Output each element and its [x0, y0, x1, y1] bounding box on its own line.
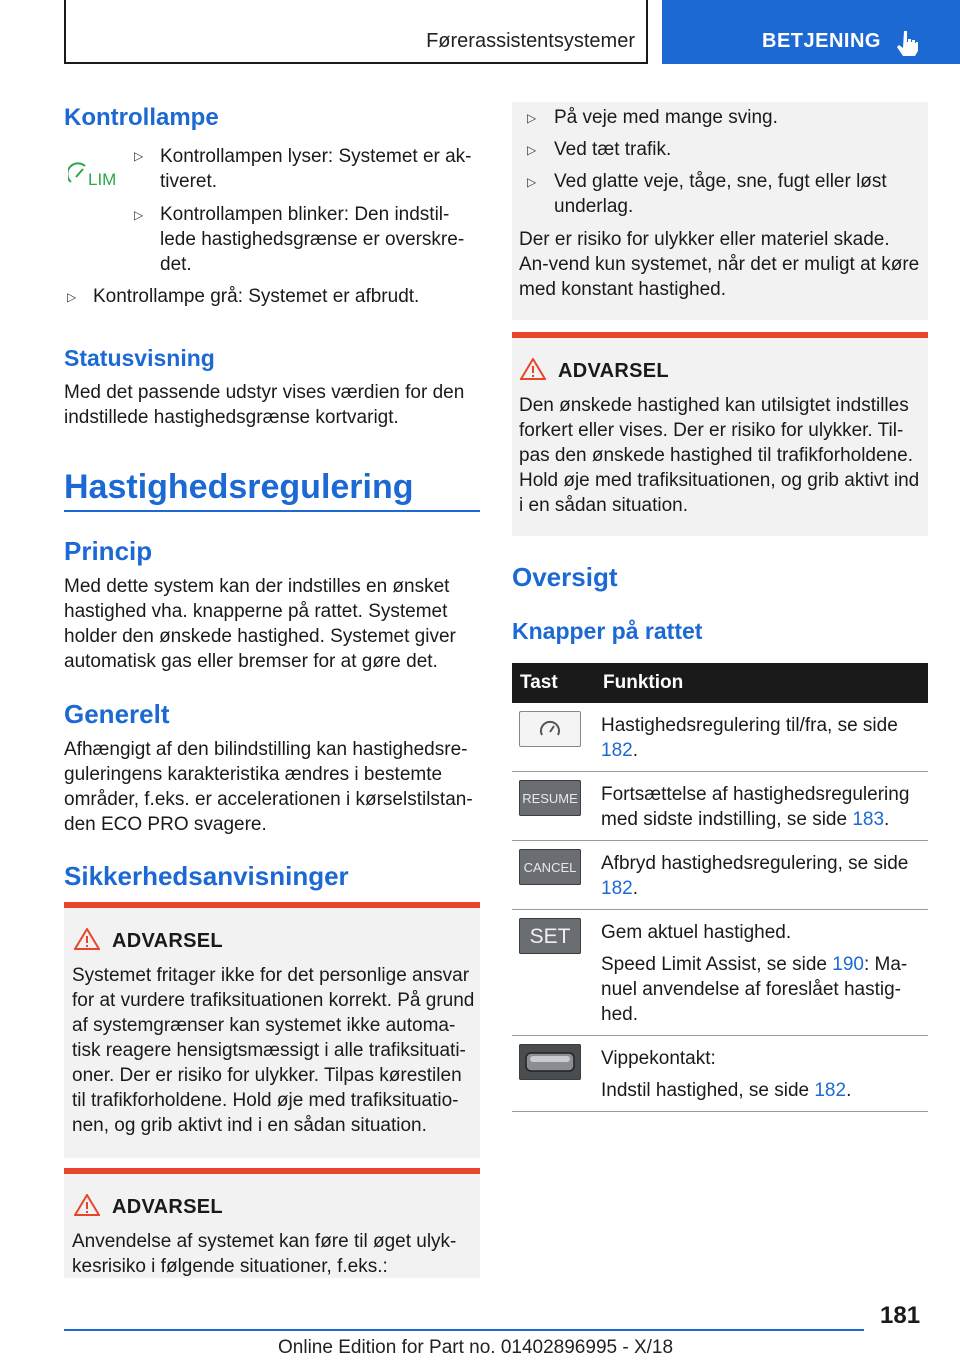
- bullet-text: Kontrollampen lyser: Systemet er ak-tiveret.: [160, 146, 472, 192]
- page-link[interactable]: 182: [814, 1080, 847, 1101]
- bullet-text: Kontrollampen blinker: Den indstil-lede hastighedsgrænse er overskre-det.: [160, 204, 465, 275]
- warning-title: ADVARSEL: [112, 1196, 223, 1218]
- cancel-key: CANCEL: [519, 849, 581, 885]
- table-cell-key: [512, 841, 595, 910]
- bullet-text: Ved tæt trafik.: [554, 139, 672, 160]
- table-cell-function: [595, 841, 928, 910]
- table-row: [512, 910, 928, 1036]
- function-subtext: [601, 1078, 928, 1103]
- table-row: [512, 772, 928, 841]
- warning-text: Den ønskede hastighed kan utilsigtet indstilles forkert eller vises. Der er risiko for ulykker. Til-pas den ønskede hastighed til trafikforholdene. Hold øje med trafiksituationen, og grib aktivt ind i en sådan situation.: [519, 395, 920, 516]
- warning-title: ADVARSEL: [558, 360, 669, 382]
- table-cell-function: [595, 1036, 928, 1112]
- bullet-text: På veje med mange sving.: [554, 107, 778, 128]
- table-header-row: [512, 663, 928, 703]
- function-subtext: [601, 952, 928, 1027]
- kontrollampe-heading: Kontrollampe: [64, 104, 219, 131]
- page-link[interactable]: 190: [832, 954, 864, 975]
- function-text: Fortsættelse af hastighedsregulering med sidste indstilling, se side: [601, 784, 910, 830]
- rocker-switch-icon: [524, 1050, 576, 1074]
- resume-key: RESUME: [519, 780, 581, 816]
- bullet-marker: ▷: [134, 149, 144, 163]
- bullet-marker: ▷: [527, 175, 537, 189]
- rocker-switch-key: [519, 1044, 581, 1080]
- footer-rule: [64, 1329, 864, 1331]
- bullet-marker: ▷: [527, 143, 537, 157]
- function-suffix: .: [846, 1080, 852, 1101]
- warning-triangle-icon: [520, 358, 546, 380]
- generelt-heading: Generelt: [64, 699, 170, 729]
- buttons-table: [512, 663, 928, 1112]
- main-heading: Hastighedsregulering: [64, 468, 414, 506]
- function-suffix: .: [632, 740, 638, 761]
- princip-text: Med dette system kan der indstilles en ønsket hastighed vha. knapperne på rattet. Systemet holder den ønskede hastighed. Systemet giver automatisk gas eller bremser for at gøre det.: [64, 576, 456, 672]
- table-cell-key: [512, 772, 595, 841]
- speedometer-icon: [539, 720, 561, 738]
- sikkerhed-heading: Sikkerhedsanvisninger: [64, 861, 349, 891]
- hand-pointer-icon: [896, 30, 918, 56]
- function-suffix: : Ma-nuel anvendelse af foreslået hastig-hed.: [601, 954, 908, 1025]
- warning-triangle-icon: [74, 928, 100, 950]
- bullet-text: Kontrollampe grå: Systemet er afbrudt.: [93, 286, 420, 307]
- knapper-heading: Knapper på rattet: [512, 618, 703, 644]
- warning-text: Systemet fritager ikke for det personlige ansvar for at vurdere trafiksituationen korrekt. På grund af systemgrænser kan systemet ikke automa-tisk reagere hensigtsmæssigt i alle trafiksituati-oner. Der er risiko for ulykker. Tilpas kørestilen til trafikforholdene. Hold øje med trafiksituatio-nen, og grib aktivt ind i en sådan situation.: [72, 965, 475, 1136]
- bullet-marker: ▷: [527, 111, 537, 125]
- heading-rule: [64, 510, 480, 512]
- function-text: Vippekontakt:: [601, 1048, 716, 1069]
- page-link[interactable]: 182: [601, 878, 633, 899]
- lim-indicator-icon: [68, 160, 120, 190]
- page-number: 181: [880, 1302, 921, 1329]
- function-suffix: .: [884, 809, 890, 830]
- function-text: Hastighedsregulering til/fra, se side: [601, 715, 898, 736]
- table-cell-function: [595, 910, 928, 1036]
- page-link[interactable]: 183: [852, 809, 885, 830]
- table-row: [512, 841, 928, 910]
- table-cell-key: [512, 703, 595, 772]
- column-header-funktion: Funktion: [595, 663, 928, 703]
- function-subtext-lead: Indstil hastighed, se side: [601, 1080, 815, 1101]
- section-title: Førerassistentsystemer: [426, 30, 635, 52]
- table-cell-key: [512, 1036, 595, 1112]
- page-link[interactable]: 182: [601, 740, 633, 761]
- statusvisning-heading: Statusvisning: [64, 345, 215, 371]
- function-suffix: .: [632, 878, 638, 899]
- table-row: [512, 1036, 928, 1112]
- table-cell-key: [512, 910, 595, 1036]
- footer-edition: Online Edition for Part no. 01402896995 - X/18: [278, 1337, 674, 1358]
- bullet-text: Ved glatte veje, tåge, sne, fugt eller løst underlag.: [554, 171, 887, 217]
- generelt-text: Afhængigt af den bilindstilling kan hastighedsre-guleringens karakteristika ændres i bestemte områder, f.eks. er accelerationen i kørselstilstan-den ECO PRO svagere.: [64, 739, 473, 835]
- table-row: [512, 703, 928, 772]
- chapter-label: BETJENING: [762, 30, 881, 52]
- function-text: Gem aktuel hastighed.: [601, 922, 792, 943]
- oversigt-heading: Oversigt: [512, 562, 618, 592]
- function-subtext-lead: Speed Limit Assist, se side: [601, 954, 833, 975]
- column-header-tast: Tast: [512, 663, 595, 703]
- warning-triangle-icon: [74, 1194, 100, 1216]
- speedometer-arc-icon: [68, 160, 88, 186]
- warning-text: Der er risiko for ulykker eller materiel skade. An-vend kun systemet, når det er muligt at køre med konstant hastighed.: [519, 229, 920, 300]
- table-cell-function: [595, 772, 928, 841]
- bullet-marker: ▷: [134, 208, 144, 222]
- warning-text: Anvendelse af systemet kan føre til øget ulyk-kesrisiko i følgende situationer, f.eks.:: [72, 1231, 457, 1277]
- function-text: Afbryd hastighedsregulering, se side: [601, 853, 909, 874]
- statusvisning-text: Med det passende udstyr vises værdien for den indstillede hastighedsgrænse kortvarigt.: [64, 382, 465, 428]
- set-key: SET: [519, 918, 581, 954]
- table-cell-function: [595, 703, 928, 772]
- lim-label: LIM: [88, 170, 117, 189]
- warning-title: ADVARSEL: [112, 930, 223, 952]
- cruise-onoff-key: [519, 711, 581, 747]
- princip-heading: Princip: [64, 536, 153, 566]
- bullet-marker: ▷: [67, 290, 77, 304]
